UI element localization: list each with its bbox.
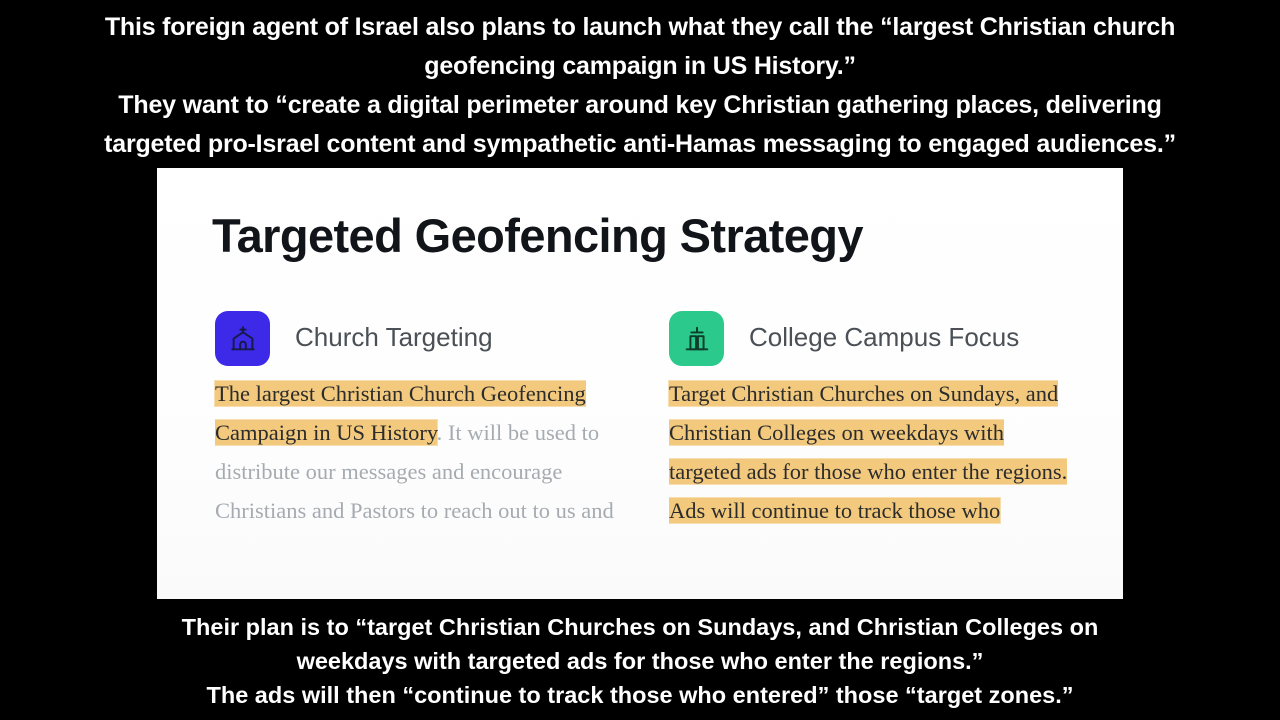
slide-bottom-fade xyxy=(157,573,1123,599)
embedded-slide-image xyxy=(157,168,1123,599)
caption-bottom xyxy=(0,610,1280,712)
caption-top-line-2: geofencing campaign in US History.” xyxy=(424,52,856,80)
slide-column-church-header xyxy=(215,311,615,369)
caption-bottom-line-2: weekdays with targeted ads for those who enter the regions.” xyxy=(296,648,984,674)
church-highlight-text: The largest Christian Church Geofencing Campaign in US History xyxy=(215,381,586,445)
slide-column-campus-body xyxy=(669,374,1069,530)
slide-column-campus-label: College Campus Focus xyxy=(749,322,1020,352)
caption-top-line-1: This foreign agent of Israel also plans to launch what they call the “largest Christian church xyxy=(104,13,1176,41)
slide-column-church-body xyxy=(215,374,615,530)
slide-column-church xyxy=(215,311,615,523)
caption-top xyxy=(0,8,1280,163)
church-plain-text: . It will be used to distribute our messages and encourage Christians and Pastors to reach out to us and xyxy=(215,420,614,523)
slide-title: Targeted Geofencing Strategy xyxy=(212,209,863,262)
caption-bottom-line-1: Their plan is to “target Christian Churches on Sundays, and Christian Colleges on xyxy=(181,614,1099,640)
campus-icon xyxy=(669,311,724,366)
slide-column-campus xyxy=(669,311,1069,523)
church-icon xyxy=(215,311,270,366)
slide-canvas xyxy=(157,168,1123,599)
slide-column-campus-header xyxy=(669,311,1069,369)
caption-bottom-line-3: The ads will then “continue to track those who entered” those “target zones.” xyxy=(206,682,1074,708)
campus-highlight-text: Target Christian Churches on Sundays, and Christian Colleges on weekdays with targeted ads for those who enter the regions. Ads will continue to track those who xyxy=(669,381,1068,523)
caption-top-line-4: targeted pro-Israel content and sympathetic anti-Hamas messaging to engaged audiences.” xyxy=(104,130,1176,158)
slide-column-church-label: Church Targeting xyxy=(295,322,493,352)
caption-top-line-3: They want to “create a digital perimeter around key Christian gathering places, delivering xyxy=(118,91,1162,119)
